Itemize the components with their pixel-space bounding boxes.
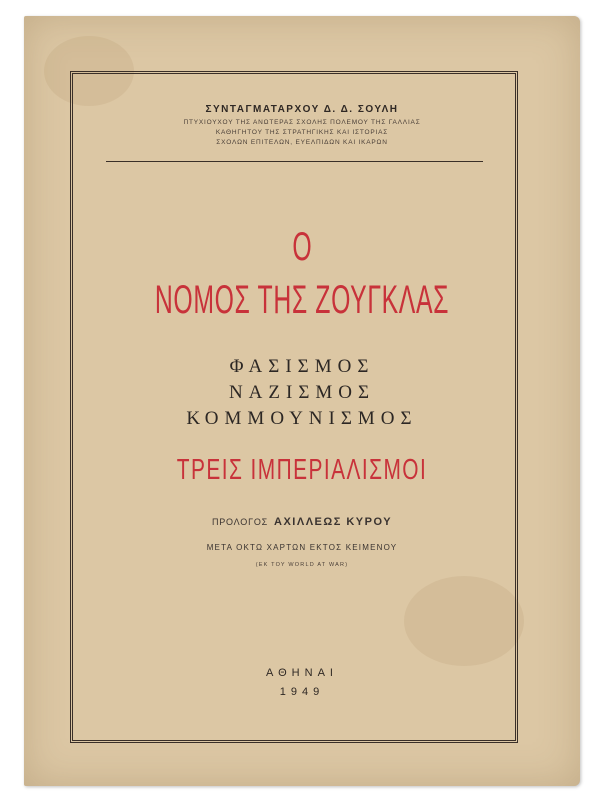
- author-name: ΣΥΝΤΑΓΜΑΤΑΡΧΟΥ Δ. Δ. ΣΟΥΛΗ: [205, 104, 399, 115]
- title-article: Ο: [292, 225, 312, 269]
- book-subtitle: ΤΡΕΙΣ ΙΜΠΕΡΙΑΛΙΣΜΟΙ: [176, 454, 428, 486]
- cover-border-frame: [70, 71, 518, 743]
- ideology-line: ΝΑΖΙΣΜΟΣ: [228, 382, 376, 403]
- book-title: ΝΟΜΟΣ ΤΗΣ ΖΟΥΓΚΛΑΣ: [154, 278, 450, 322]
- author-credential: ΣΧΟΛΩΝ ΕΠΙΤΕΛΩΝ, ΕΥΕΛΠΙΔΩΝ ΚΑΙ ΙΚΑΡΩΝ: [216, 139, 388, 146]
- maps-note: ΜΕΤΑ ΟΚΤΩ ΧΑΡΤΩΝ ΕΚΤΟΣ ΚΕΙΜΕΝΟΥ: [206, 543, 398, 552]
- book-cover: [24, 16, 580, 786]
- divider-rule: [106, 161, 483, 162]
- maps-source: (ΕΚ ΤΟΥ WORLD AT WAR): [255, 562, 349, 568]
- publication-city: ΑΘΗΝΑΙ: [266, 667, 338, 679]
- publication-year: 1949: [279, 686, 325, 698]
- author-credential: ΠΤΥΧΙΟΥΧΟΥ ΤΗΣ ΑΝΩΤΕΡΑΣ ΣΧΟΛΗΣ ΠΟΛΕΜΟΥ ΤΗΣ ΓΑΛΛΙΑΣ: [183, 119, 421, 126]
- ideology-line: ΚΟΜΜΟΥΝΙΣΜΟΣ: [186, 408, 418, 429]
- prologue-author: ΑΧΙΛΛΕΩΣ ΚΥΡΟΥ: [274, 516, 393, 528]
- prologue-label: ΠΡΟΛΟΓΟΣ: [211, 517, 269, 527]
- author-credential: ΚΑΘΗΓΗΤΟΥ ΤΗΣ ΣΤΡΑΤΗΓΙΚΗΣ ΚΑΙ ΙΣΤΟΡΙΑΣ: [215, 129, 389, 136]
- ideology-line: ΦΑΣΙΣΜΟΣ: [229, 356, 375, 377]
- prologue-line: [24, 516, 580, 528]
